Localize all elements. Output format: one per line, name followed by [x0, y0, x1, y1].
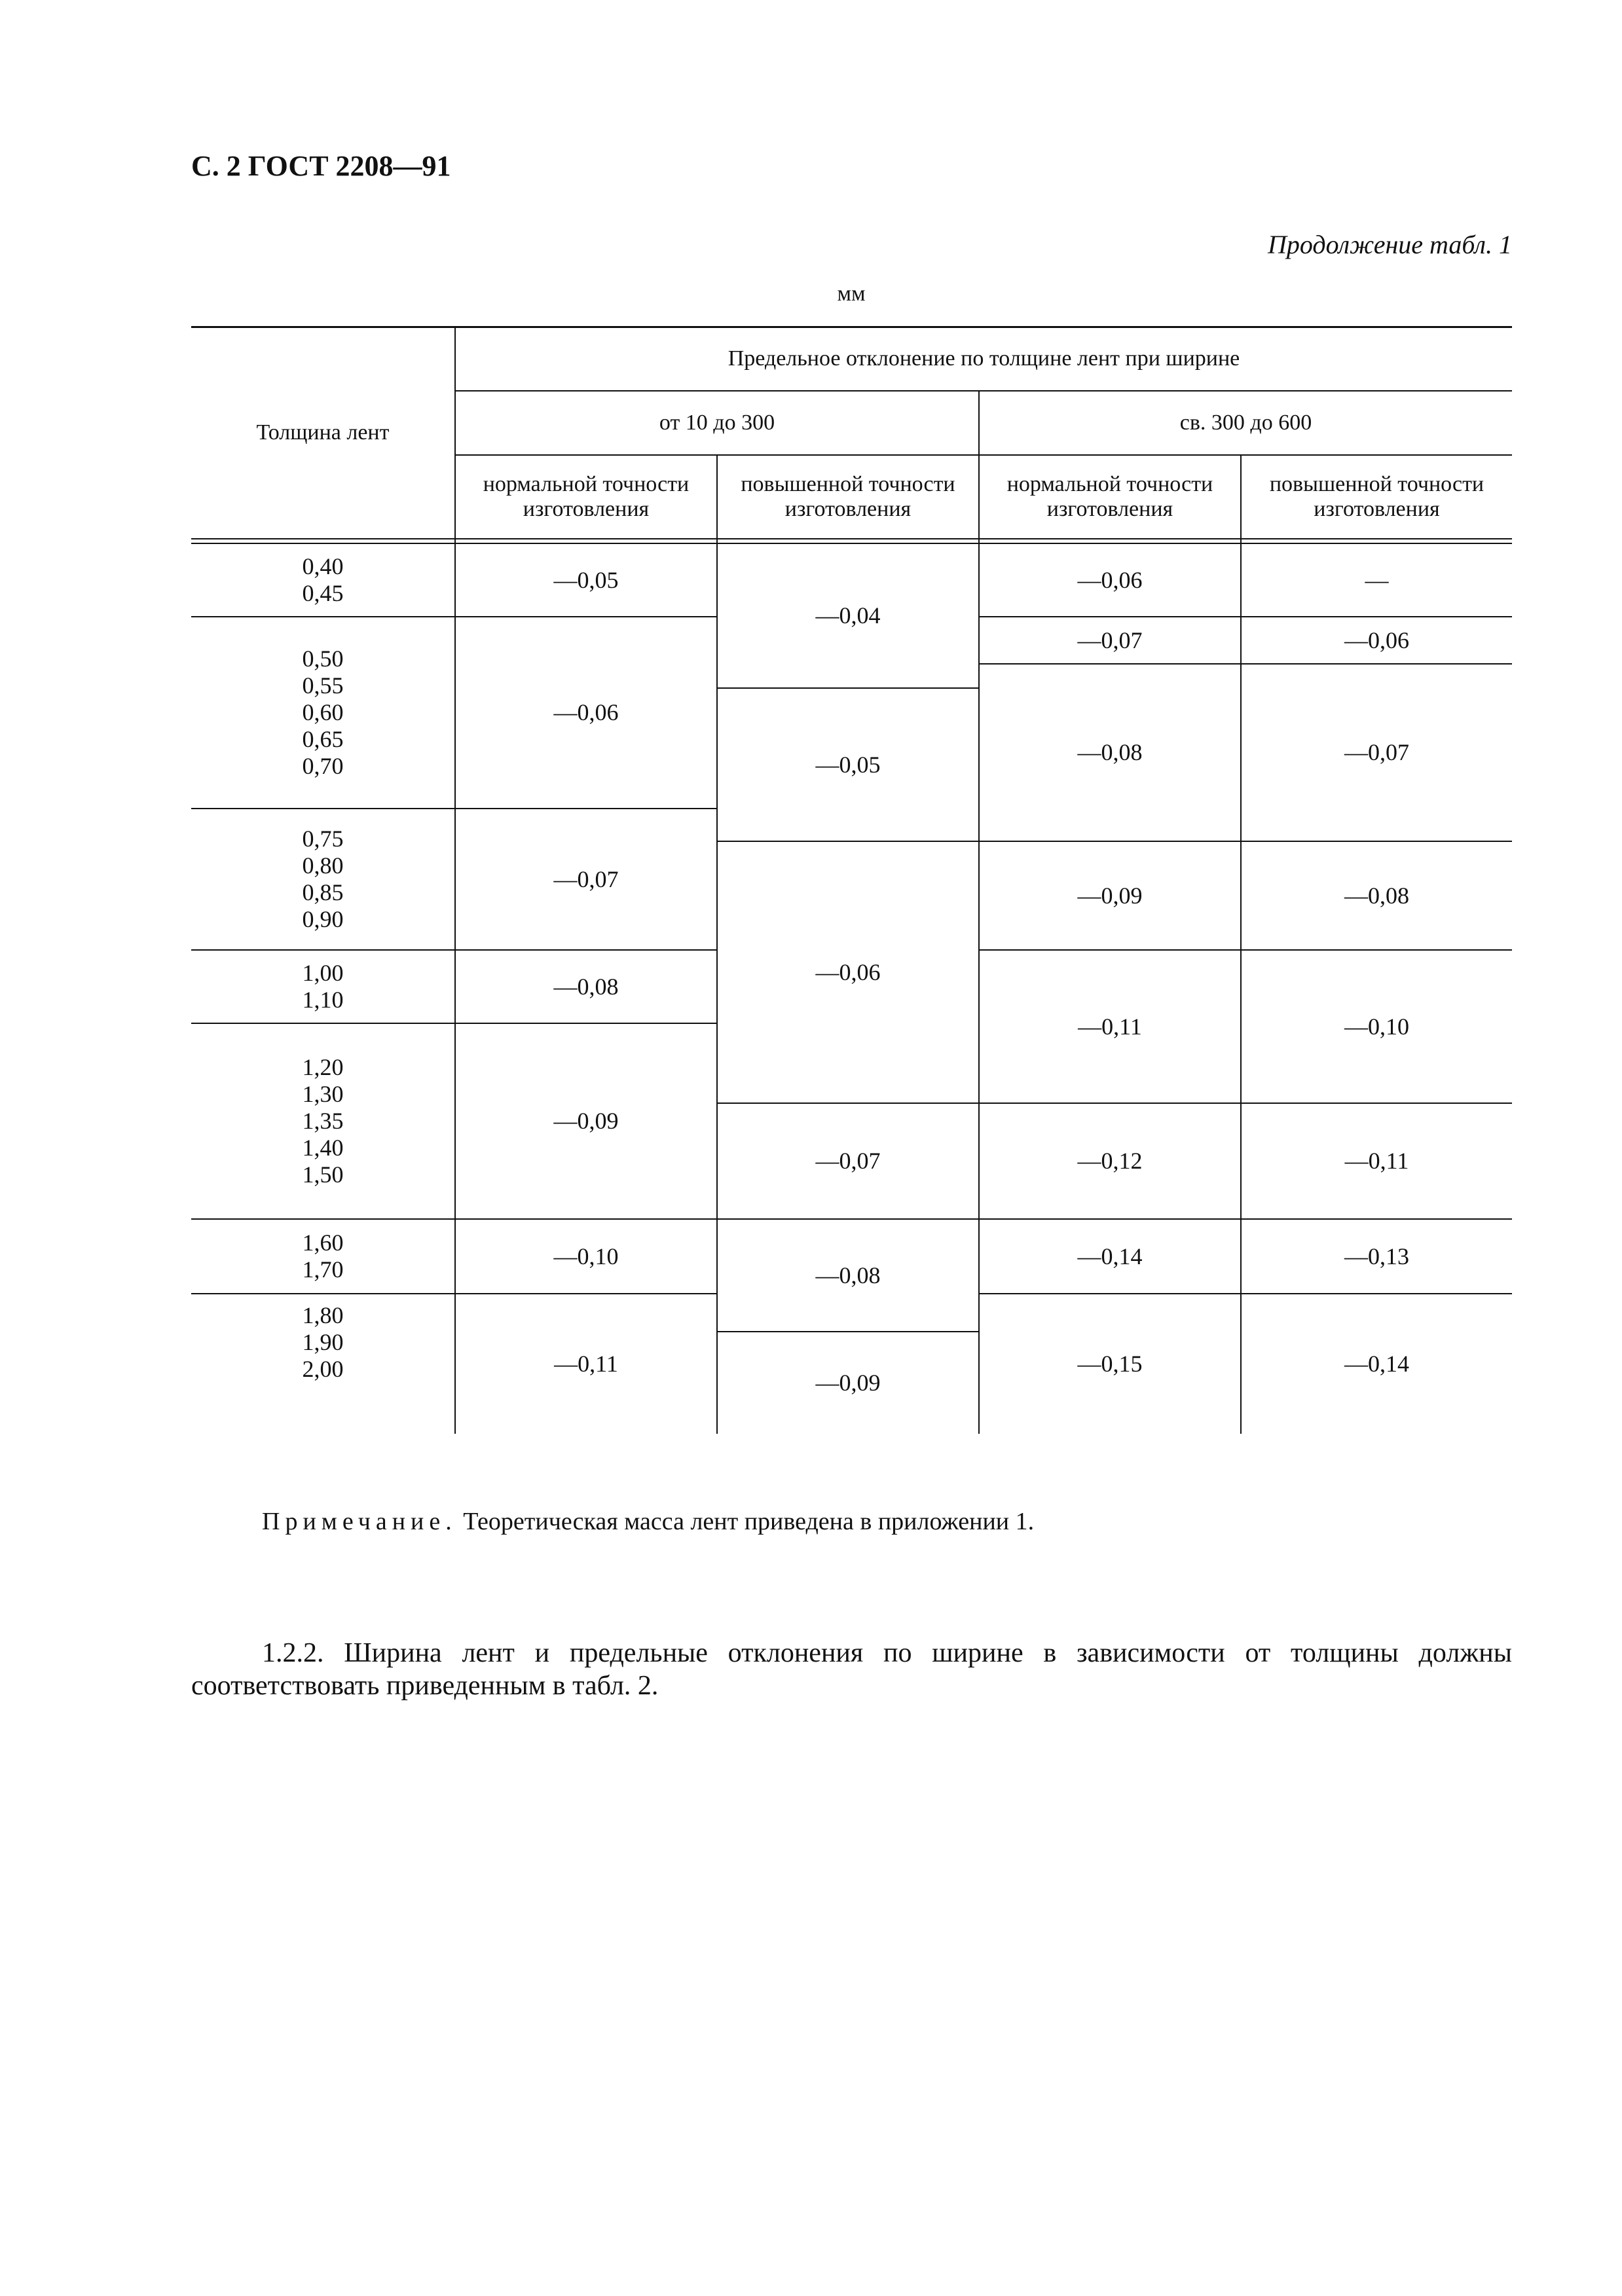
tolerance-cell: —0,08 — [1344, 882, 1409, 909]
thickness-cell: 0,40 0,45 — [302, 553, 344, 606]
tolerance-cell: —0,13 — [1344, 1243, 1409, 1269]
tolerance-cell: —0,08 — [553, 973, 619, 1000]
tolerance-cell: —0,10 — [553, 1243, 619, 1269]
tolerance-cell: —0,11 — [1344, 1148, 1409, 1174]
thickness-cell: 1,60 1,70 — [302, 1230, 344, 1283]
tolerance-cell: —0,06 — [815, 958, 881, 985]
thickness-cell: 1,20 1,30 1,35 1,40 1,50 — [302, 1054, 344, 1188]
tolerance-cell: —0,09 — [1077, 882, 1143, 909]
width-range-header: от 10 до 300 — [659, 410, 775, 435]
thickness-cell: 0,75 0,80 0,85 0,90 — [302, 826, 344, 932]
tolerance-cell: —0,06 — [553, 699, 619, 725]
tolerance-cell: —0,04 — [815, 602, 881, 629]
tolerance-cell: —0,15 — [1077, 1351, 1143, 1377]
tolerance-cell: —0,07 — [1077, 627, 1143, 653]
tolerance-cell: —0,07 — [1344, 739, 1409, 765]
table-note — [262, 1507, 1034, 1536]
header-double-rule — [191, 538, 1512, 539]
accuracy-class-header: нормальной точности изготовления — [483, 472, 690, 521]
accuracy-class-header: нормальной точности изготовления — [1006, 472, 1213, 521]
thickness-cell: 1,00 1,10 — [302, 960, 344, 1013]
tolerance-cell: —0,05 — [815, 751, 881, 778]
thickness-cell: 1,80 1,90 2,00 — [302, 1302, 344, 1382]
thickness-cell: 0,50 0,55 0,60 0,65 0,70 — [302, 646, 344, 779]
note-text: Теоретическая масса лент приведена в приложении 1. — [456, 1508, 1035, 1535]
note-label: Примечание. — [262, 1508, 457, 1535]
tolerance-cell: —0,09 — [815, 1370, 881, 1396]
tolerance-cell: —0,07 — [815, 1148, 881, 1174]
tolerance-cell: —0,06 — [1344, 627, 1409, 653]
tolerance-cell: —0,14 — [1344, 1351, 1409, 1377]
thickness-column-header: Толщина лент — [256, 420, 390, 445]
width-range-header: св. 300 до 600 — [1179, 410, 1312, 435]
tolerance-cell: —0,09 — [553, 1108, 619, 1134]
tolerance-cell: — — [1365, 566, 1389, 593]
accuracy-class-header: повышенной точности изготовления — [741, 472, 955, 521]
tolerance-cell: —0,11 — [554, 1351, 618, 1377]
tolerance-cell: —0,11 — [1078, 1013, 1142, 1040]
tolerance-cell: —0,08 — [815, 1262, 881, 1288]
tolerance-cell: —0,14 — [1077, 1243, 1143, 1269]
tolerance-cell: —0,12 — [1077, 1148, 1143, 1174]
accuracy-class-header: повышенной точности изготовления — [1269, 472, 1484, 521]
tolerance-cell: —0,05 — [553, 566, 619, 593]
section-paragraph: 1.2.2. Ширина лент и предельные отклонения по ширине в зависимости от толщины должны соответствовать приведенным в табл. 2. — [191, 1638, 1512, 1701]
unit-label: мм — [837, 282, 866, 306]
tolerance-cell: —0,06 — [1077, 566, 1143, 593]
page-header: С. 2 ГОСТ 2208—91 — [191, 150, 451, 182]
tolerance-cell: —0,10 — [1344, 1013, 1409, 1040]
tolerance-cell: —0,07 — [553, 866, 619, 892]
table-continuation-label: Продолжение табл. 1 — [1267, 230, 1512, 259]
tolerance-group-header: Предельное отклонение по толщине лент при ширине — [728, 346, 1240, 371]
tolerance-cell: —0,08 — [1077, 739, 1143, 765]
